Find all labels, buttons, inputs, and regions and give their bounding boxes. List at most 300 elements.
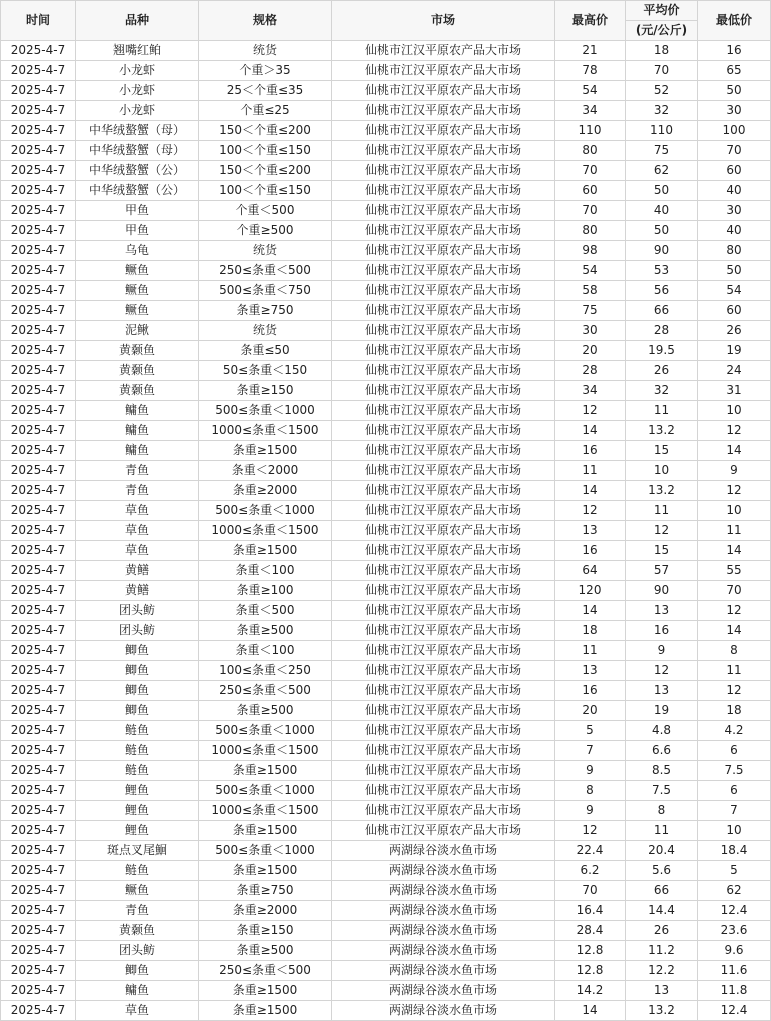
- header-unit: (元/公斤): [626, 21, 698, 41]
- max-price-cell: 80: [555, 141, 626, 161]
- max-price-cell: 9: [555, 801, 626, 821]
- min-price-cell: 70: [698, 141, 771, 161]
- max-price-cell: 16.4: [555, 901, 626, 921]
- spec-cell: 条重＜2000: [199, 461, 332, 481]
- market-cell: 仙桃市江汉平原农产品大市场: [332, 601, 555, 621]
- min-price-cell: 11.6: [698, 961, 771, 981]
- time-cell: 2025-4-7: [1, 601, 76, 621]
- avg-price-cell: 13.2: [626, 1001, 698, 1021]
- min-price-cell: 60: [698, 161, 771, 181]
- table-row: [1, 821, 771, 841]
- min-price-cell: 80: [698, 241, 771, 261]
- avg-price-cell: 20.4: [626, 841, 698, 861]
- table-row: [1, 661, 771, 681]
- spec-cell: 统货: [199, 41, 332, 61]
- time-cell: 2025-4-7: [1, 961, 76, 981]
- max-price-cell: 75: [555, 301, 626, 321]
- table-row: [1, 781, 771, 801]
- variety-cell: 甲鱼: [76, 221, 199, 241]
- table-row: [1, 1001, 771, 1021]
- min-price-cell: 31: [698, 381, 771, 401]
- max-price-cell: 13: [555, 521, 626, 541]
- variety-cell: 草鱼: [76, 1001, 199, 1021]
- max-price-cell: 14: [555, 601, 626, 621]
- variety-cell: 青鱼: [76, 901, 199, 921]
- market-cell: 仙桃市江汉平原农产品大市场: [332, 241, 555, 261]
- time-cell: 2025-4-7: [1, 381, 76, 401]
- market-cell: 两湖绿谷淡水鱼市场: [332, 921, 555, 941]
- spec-cell: 500≤条重＜750: [199, 281, 332, 301]
- time-cell: 2025-4-7: [1, 301, 76, 321]
- spec-cell: 条重≥100: [199, 581, 332, 601]
- market-cell: 仙桃市江汉平原农产品大市场: [332, 421, 555, 441]
- market-cell: 两湖绿谷淡水鱼市场: [332, 841, 555, 861]
- table-row: [1, 541, 771, 561]
- max-price-cell: 22.4: [555, 841, 626, 861]
- table-row: [1, 81, 771, 101]
- max-price-cell: 12.8: [555, 961, 626, 981]
- max-price-cell: 20: [555, 701, 626, 721]
- variety-cell: 黄颡鱼: [76, 341, 199, 361]
- spec-cell: 250≤条重＜500: [199, 261, 332, 281]
- variety-cell: 青鱼: [76, 481, 199, 501]
- avg-price-cell: 18: [626, 41, 698, 61]
- table-row: [1, 581, 771, 601]
- market-cell: 仙桃市江汉平原农产品大市场: [332, 721, 555, 741]
- spec-cell: 250≤条重＜500: [199, 961, 332, 981]
- max-price-cell: 9: [555, 761, 626, 781]
- market-cell: 仙桃市江汉平原农产品大市场: [332, 41, 555, 61]
- market-cell: 仙桃市江汉平原农产品大市场: [332, 781, 555, 801]
- variety-cell: 小龙虾: [76, 61, 199, 81]
- time-cell: 2025-4-7: [1, 561, 76, 581]
- spec-cell: 条重≥1500: [199, 441, 332, 461]
- min-price-cell: 7.5: [698, 761, 771, 781]
- time-cell: 2025-4-7: [1, 421, 76, 441]
- min-price-cell: 7: [698, 801, 771, 821]
- max-price-cell: 7: [555, 741, 626, 761]
- avg-price-cell: 4.8: [626, 721, 698, 741]
- min-price-cell: 62: [698, 881, 771, 901]
- variety-cell: 鲫鱼: [76, 701, 199, 721]
- spec-cell: 100＜个重≤150: [199, 141, 332, 161]
- time-cell: 2025-4-7: [1, 361, 76, 381]
- market-cell: 仙桃市江汉平原农产品大市场: [332, 281, 555, 301]
- min-price-cell: 10: [698, 501, 771, 521]
- table-row: [1, 301, 771, 321]
- max-price-cell: 18: [555, 621, 626, 641]
- min-price-cell: 30: [698, 201, 771, 221]
- avg-price-cell: 66: [626, 301, 698, 321]
- spec-cell: 统货: [199, 241, 332, 261]
- spec-cell: 250≤条重＜500: [199, 681, 332, 701]
- table-row: [1, 161, 771, 181]
- time-cell: 2025-4-7: [1, 881, 76, 901]
- time-cell: 2025-4-7: [1, 481, 76, 501]
- max-price-cell: 78: [555, 61, 626, 81]
- spec-cell: 150＜个重≤200: [199, 161, 332, 181]
- time-cell: 2025-4-7: [1, 461, 76, 481]
- time-cell: 2025-4-7: [1, 281, 76, 301]
- max-price-cell: 14: [555, 481, 626, 501]
- avg-price-cell: 10: [626, 461, 698, 481]
- avg-price-cell: 26: [626, 921, 698, 941]
- market-cell: 仙桃市江汉平原农产品大市场: [332, 61, 555, 81]
- table-row: [1, 681, 771, 701]
- variety-cell: 鳙鱼: [76, 981, 199, 1001]
- avg-price-cell: 11: [626, 821, 698, 841]
- spec-cell: 500≤条重＜1000: [199, 781, 332, 801]
- avg-price-cell: 19: [626, 701, 698, 721]
- table-row: [1, 181, 771, 201]
- avg-price-cell: 66: [626, 881, 698, 901]
- avg-price-cell: 12: [626, 661, 698, 681]
- avg-price-cell: 53: [626, 261, 698, 281]
- avg-price-cell: 50: [626, 181, 698, 201]
- avg-price-cell: 19.5: [626, 341, 698, 361]
- table-row: [1, 521, 771, 541]
- table-body: [1, 41, 771, 1021]
- table-row: [1, 381, 771, 401]
- min-price-cell: 18.4: [698, 841, 771, 861]
- header-avg-price: 平均价: [626, 1, 698, 21]
- spec-cell: 条重＜100: [199, 641, 332, 661]
- spec-cell: 统货: [199, 321, 332, 341]
- variety-cell: 草鱼: [76, 541, 199, 561]
- avg-price-cell: 7.5: [626, 781, 698, 801]
- max-price-cell: 28: [555, 361, 626, 381]
- header-variety: 品种: [76, 1, 199, 41]
- table-row: [1, 761, 771, 781]
- variety-cell: 鲢鱼: [76, 741, 199, 761]
- min-price-cell: 11: [698, 661, 771, 681]
- min-price-cell: 11.8: [698, 981, 771, 1001]
- time-cell: 2025-4-7: [1, 41, 76, 61]
- market-cell: 两湖绿谷淡水鱼市场: [332, 881, 555, 901]
- table-row: [1, 721, 771, 741]
- min-price-cell: 12.4: [698, 901, 771, 921]
- variety-cell: 乌龟: [76, 241, 199, 261]
- table-row: [1, 481, 771, 501]
- time-cell: 2025-4-7: [1, 941, 76, 961]
- spec-cell: 25＜个重≤35: [199, 81, 332, 101]
- time-cell: 2025-4-7: [1, 401, 76, 421]
- header-max-price: 最高价: [555, 1, 626, 41]
- spec-cell: 条重≥2000: [199, 481, 332, 501]
- table-row: [1, 861, 771, 881]
- header-spec: 规格: [199, 1, 332, 41]
- table-row: [1, 261, 771, 281]
- market-cell: 仙桃市江汉平原农产品大市场: [332, 581, 555, 601]
- max-price-cell: 11: [555, 461, 626, 481]
- time-cell: 2025-4-7: [1, 741, 76, 761]
- market-cell: 仙桃市江汉平原农产品大市场: [332, 661, 555, 681]
- spec-cell: 1000≤条重＜1500: [199, 801, 332, 821]
- variety-cell: 鳜鱼: [76, 881, 199, 901]
- market-cell: 仙桃市江汉平原农产品大市场: [332, 761, 555, 781]
- spec-cell: 条重≥1500: [199, 541, 332, 561]
- variety-cell: 鲫鱼: [76, 961, 199, 981]
- max-price-cell: 16: [555, 441, 626, 461]
- variety-cell: 甲鱼: [76, 201, 199, 221]
- spec-cell: 1000≤条重＜1500: [199, 521, 332, 541]
- spec-cell: 条重≥1500: [199, 1001, 332, 1021]
- min-price-cell: 6: [698, 741, 771, 761]
- variety-cell: 鲢鱼: [76, 861, 199, 881]
- max-price-cell: 16: [555, 541, 626, 561]
- min-price-cell: 54: [698, 281, 771, 301]
- avg-price-cell: 9: [626, 641, 698, 661]
- min-price-cell: 6: [698, 781, 771, 801]
- max-price-cell: 21: [555, 41, 626, 61]
- avg-price-cell: 13: [626, 681, 698, 701]
- min-price-cell: 19: [698, 341, 771, 361]
- spec-cell: 条重≥500: [199, 701, 332, 721]
- avg-price-cell: 52: [626, 81, 698, 101]
- market-cell: 两湖绿谷淡水鱼市场: [332, 961, 555, 981]
- avg-price-cell: 32: [626, 381, 698, 401]
- time-cell: 2025-4-7: [1, 781, 76, 801]
- time-cell: 2025-4-7: [1, 901, 76, 921]
- min-price-cell: 4.2: [698, 721, 771, 741]
- min-price-cell: 11: [698, 521, 771, 541]
- table-row: [1, 141, 771, 161]
- variety-cell: 草鱼: [76, 501, 199, 521]
- variety-cell: 鲢鱼: [76, 761, 199, 781]
- avg-price-cell: 50: [626, 221, 698, 241]
- avg-price-cell: 13: [626, 981, 698, 1001]
- avg-price-cell: 13.2: [626, 481, 698, 501]
- time-cell: 2025-4-7: [1, 841, 76, 861]
- min-price-cell: 12: [698, 421, 771, 441]
- market-cell: 仙桃市江汉平原农产品大市场: [332, 221, 555, 241]
- table-row: [1, 941, 771, 961]
- min-price-cell: 12.4: [698, 1001, 771, 1021]
- spec-cell: 500≤条重＜1000: [199, 841, 332, 861]
- avg-price-cell: 12: [626, 521, 698, 541]
- max-price-cell: 58: [555, 281, 626, 301]
- spec-cell: 1000≤条重＜1500: [199, 741, 332, 761]
- variety-cell: 黄鳝: [76, 581, 199, 601]
- min-price-cell: 12: [698, 481, 771, 501]
- min-price-cell: 9: [698, 461, 771, 481]
- variety-cell: 鲢鱼: [76, 721, 199, 741]
- spec-cell: 个重＞35: [199, 61, 332, 81]
- min-price-cell: 8: [698, 641, 771, 661]
- table-row: [1, 121, 771, 141]
- avg-price-cell: 75: [626, 141, 698, 161]
- table-row: [1, 901, 771, 921]
- table-row: [1, 401, 771, 421]
- min-price-cell: 14: [698, 621, 771, 641]
- table-row: [1, 221, 771, 241]
- market-cell: 仙桃市江汉平原农产品大市场: [332, 161, 555, 181]
- variety-cell: 青鱼: [76, 461, 199, 481]
- variety-cell: 团头鲂: [76, 621, 199, 641]
- spec-cell: 条重≥1500: [199, 761, 332, 781]
- max-price-cell: 70: [555, 161, 626, 181]
- table-row: [1, 201, 771, 221]
- min-price-cell: 100: [698, 121, 771, 141]
- table-row: [1, 961, 771, 981]
- time-cell: 2025-4-7: [1, 621, 76, 641]
- variety-cell: 黄颡鱼: [76, 921, 199, 941]
- time-cell: 2025-4-7: [1, 681, 76, 701]
- time-cell: 2025-4-7: [1, 501, 76, 521]
- variety-cell: 团头鲂: [76, 941, 199, 961]
- min-price-cell: 65: [698, 61, 771, 81]
- table-row: [1, 981, 771, 1001]
- spec-cell: 条重≥750: [199, 881, 332, 901]
- variety-cell: 中华绒螯蟹（公）: [76, 181, 199, 201]
- table-row: [1, 461, 771, 481]
- variety-cell: 斑点叉尾鮰: [76, 841, 199, 861]
- max-price-cell: 12: [555, 501, 626, 521]
- market-cell: 仙桃市江汉平原农产品大市场: [332, 441, 555, 461]
- spec-cell: 150＜个重≤200: [199, 121, 332, 141]
- time-cell: 2025-4-7: [1, 261, 76, 281]
- spec-cell: 100≤条重＜250: [199, 661, 332, 681]
- min-price-cell: 30: [698, 101, 771, 121]
- variety-cell: 鲫鱼: [76, 641, 199, 661]
- avg-price-cell: 11.2: [626, 941, 698, 961]
- table-row: [1, 921, 771, 941]
- max-price-cell: 6.2: [555, 861, 626, 881]
- min-price-cell: 14: [698, 441, 771, 461]
- variety-cell: 鲤鱼: [76, 801, 199, 821]
- table-row: [1, 341, 771, 361]
- avg-price-cell: 15: [626, 541, 698, 561]
- time-cell: 2025-4-7: [1, 721, 76, 741]
- time-cell: 2025-4-7: [1, 701, 76, 721]
- time-cell: 2025-4-7: [1, 341, 76, 361]
- market-cell: 仙桃市江汉平原农产品大市场: [332, 141, 555, 161]
- max-price-cell: 110: [555, 121, 626, 141]
- avg-price-cell: 56: [626, 281, 698, 301]
- time-cell: 2025-4-7: [1, 441, 76, 461]
- min-price-cell: 50: [698, 261, 771, 281]
- time-cell: 2025-4-7: [1, 201, 76, 221]
- market-cell: 仙桃市江汉平原农产品大市场: [332, 821, 555, 841]
- market-cell: 两湖绿谷淡水鱼市场: [332, 901, 555, 921]
- market-cell: 仙桃市江汉平原农产品大市场: [332, 361, 555, 381]
- market-cell: 仙桃市江汉平原农产品大市场: [332, 261, 555, 281]
- avg-price-cell: 6.6: [626, 741, 698, 761]
- min-price-cell: 12: [698, 681, 771, 701]
- market-cell: 仙桃市江汉平原农产品大市场: [332, 801, 555, 821]
- variety-cell: 鳜鱼: [76, 281, 199, 301]
- time-cell: 2025-4-7: [1, 61, 76, 81]
- spec-cell: 个重≤25: [199, 101, 332, 121]
- time-cell: 2025-4-7: [1, 181, 76, 201]
- market-cell: 仙桃市江汉平原农产品大市场: [332, 201, 555, 221]
- avg-price-cell: 5.6: [626, 861, 698, 881]
- avg-price-cell: 62: [626, 161, 698, 181]
- avg-price-cell: 90: [626, 241, 698, 261]
- header-min-price: 最低价: [698, 1, 771, 41]
- time-cell: 2025-4-7: [1, 541, 76, 561]
- table-row: [1, 281, 771, 301]
- market-cell: 仙桃市江汉平原农产品大市场: [332, 341, 555, 361]
- avg-price-cell: 13: [626, 601, 698, 621]
- min-price-cell: 14: [698, 541, 771, 561]
- market-cell: 仙桃市江汉平原农产品大市场: [332, 301, 555, 321]
- table-row: [1, 501, 771, 521]
- table-row: [1, 241, 771, 261]
- max-price-cell: 11: [555, 641, 626, 661]
- max-price-cell: 16: [555, 681, 626, 701]
- market-cell: 两湖绿谷淡水鱼市场: [332, 1001, 555, 1021]
- avg-price-cell: 90: [626, 581, 698, 601]
- avg-price-cell: 14.4: [626, 901, 698, 921]
- variety-cell: 鳜鱼: [76, 261, 199, 281]
- max-price-cell: 54: [555, 81, 626, 101]
- max-price-cell: 64: [555, 561, 626, 581]
- avg-price-cell: 12.2: [626, 961, 698, 981]
- min-price-cell: 12: [698, 601, 771, 621]
- min-price-cell: 60: [698, 301, 771, 321]
- min-price-cell: 16: [698, 41, 771, 61]
- variety-cell: 中华绒螯蟹（母）: [76, 121, 199, 141]
- market-cell: 仙桃市江汉平原农产品大市场: [332, 561, 555, 581]
- time-cell: 2025-4-7: [1, 661, 76, 681]
- variety-cell: 小龙虾: [76, 81, 199, 101]
- avg-price-cell: 16: [626, 621, 698, 641]
- spec-cell: 条重≥150: [199, 921, 332, 941]
- time-cell: 2025-4-7: [1, 81, 76, 101]
- avg-price-cell: 11: [626, 401, 698, 421]
- market-cell: 仙桃市江汉平原农产品大市场: [332, 641, 555, 661]
- market-cell: 两湖绿谷淡水鱼市场: [332, 861, 555, 881]
- table-row: [1, 741, 771, 761]
- avg-price-cell: 110: [626, 121, 698, 141]
- avg-price-cell: 8.5: [626, 761, 698, 781]
- variety-cell: 鲤鱼: [76, 821, 199, 841]
- time-cell: 2025-4-7: [1, 161, 76, 181]
- max-price-cell: 5: [555, 721, 626, 741]
- max-price-cell: 120: [555, 581, 626, 601]
- variety-cell: 黄鳝: [76, 561, 199, 581]
- variety-cell: 草鱼: [76, 521, 199, 541]
- spec-cell: 500≤条重＜1000: [199, 501, 332, 521]
- max-price-cell: 28.4: [555, 921, 626, 941]
- time-cell: 2025-4-7: [1, 801, 76, 821]
- min-price-cell: 18: [698, 701, 771, 721]
- time-cell: 2025-4-7: [1, 861, 76, 881]
- spec-cell: 个重≥500: [199, 221, 332, 241]
- min-price-cell: 24: [698, 361, 771, 381]
- min-price-cell: 55: [698, 561, 771, 581]
- max-price-cell: 13: [555, 661, 626, 681]
- variety-cell: 鳙鱼: [76, 421, 199, 441]
- min-price-cell: 70: [698, 581, 771, 601]
- min-price-cell: 10: [698, 821, 771, 841]
- market-cell: 仙桃市江汉平原农产品大市场: [332, 461, 555, 481]
- table-row: [1, 41, 771, 61]
- min-price-cell: 26: [698, 321, 771, 341]
- min-price-cell: 40: [698, 221, 771, 241]
- market-cell: 两湖绿谷淡水鱼市场: [332, 981, 555, 1001]
- header-time: 时间: [1, 1, 76, 41]
- market-cell: 仙桃市江汉平原农产品大市场: [332, 321, 555, 341]
- time-cell: 2025-4-7: [1, 521, 76, 541]
- variety-cell: 中华绒螯蟹（母）: [76, 141, 199, 161]
- table-row: [1, 561, 771, 581]
- min-price-cell: 5: [698, 861, 771, 881]
- time-cell: 2025-4-7: [1, 321, 76, 341]
- spec-cell: 条重≥1500: [199, 981, 332, 1001]
- min-price-cell: 23.6: [698, 921, 771, 941]
